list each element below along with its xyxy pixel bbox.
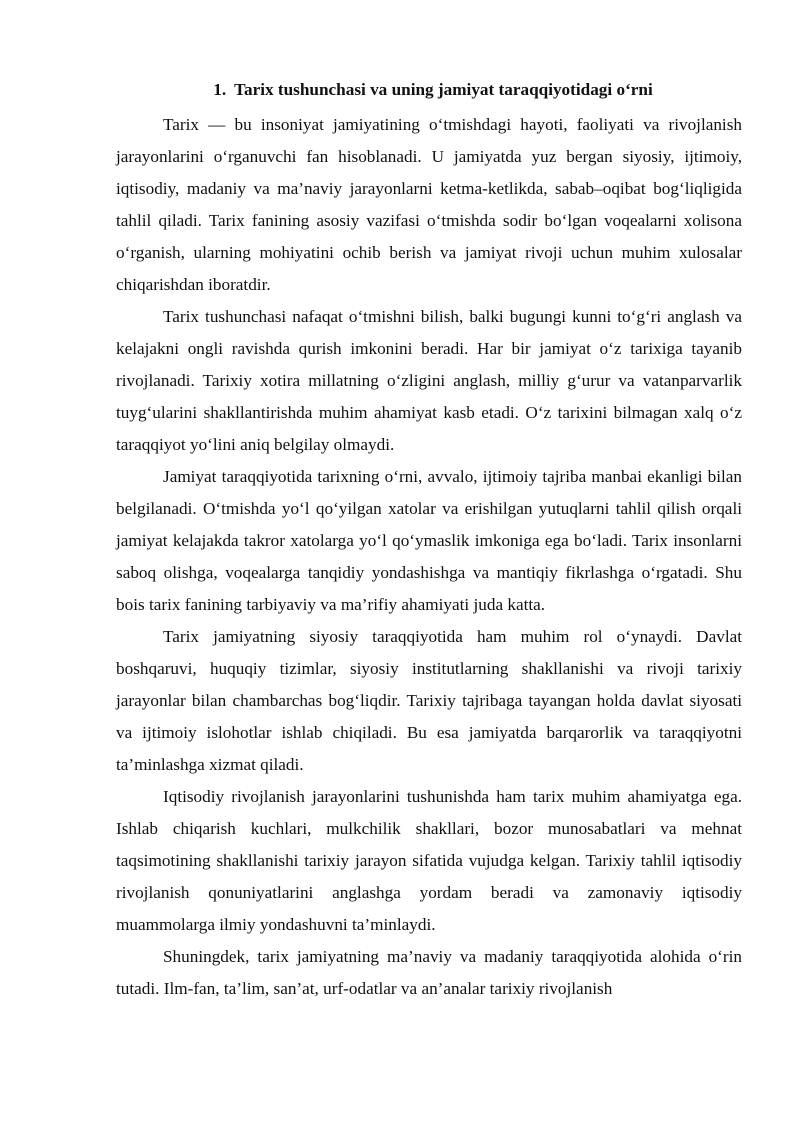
section-title: Tarix tushunchasi va uning jamiyat taraqqiyotidagi o‘rni	[234, 80, 653, 99]
paragraph: Tarix tushunchasi nafaqat o‘tmishni bilish, balki bugungi kunni to‘g‘ri anglash va kelajakni ongli ravishda qurish imkonini beradi. Har bir jamiyat o‘z tarixiga tayanib rivojlanadi. Tarixiy xotira millatning o‘zligini anglash, milliy g‘urur va vatanparvarlik tuyg‘ularini shakllantirishda muhim ahamiyat kasb etadi. O‘z tarixini bilmagan xalq o‘z taraqqiyot yo‘lini aniq belgilay olmaydi.	[116, 307, 742, 454]
section-number: 1.	[213, 80, 227, 99]
paragraph: Tarix jamiyatning siyosiy taraqqiyotida ham muhim rol o‘ynaydi. Davlat boshqaruvi, huquqiy tizimlar, siyosiy institutlarning shakllanishi va rivoji tarixiy jarayonlar bilan chambarchas bog‘liqdir. Tarixiy tajribaga tayangan holda davlat siyosati va ijtimoiy islohotlar ishlab chiqiladi. Bu esa jamiyatda barqarorlik va taraqqiyotni ta’minlashga xizmat qiladi.	[116, 627, 742, 774]
paragraph: Shuningdek, tarix jamiyatning ma’naviy va madaniy taraqqiyotida alohida o‘rin tutadi. Ilm-fan, ta’lim, san’at, urf-odatlar va an’analar tarixiy rivojlanish	[116, 947, 742, 998]
paragraph: Tarix — bu insoniyat jamiyatining o‘tmishdagi hayoti, faoliyati va rivojlanish jarayonlarini o‘rganuvchi fan hisoblanadi. U jamiyatda yuz bergan siyosiy, ijtimoiy, iqtisodiy, madaniy va ma’naviy jarayonlarni ketma-ketlikda, sabab–oqibat bog‘liqligida tahlil qiladi. Tarix fanining asosiy vazifasi o‘tmishda sodir bo‘lgan voqealarni xolisona o‘rganish, ularning mohiyatini ochib berish va jamiyat rivoji uchun muhim xulosalar chiqarishdan iboratdir.	[116, 115, 742, 294]
paragraph: Iqtisodiy rivojlanish jarayonlarini tushunishda ham tarix muhim ahamiyatga ega. Ishlab chiqarish kuchlari, mulkchilik shakllari, bozor munosabatlari va mehnat taqsimotining shakllanishi tarixiy jarayon sifatida vujudga kelgan. Tarixiy tahlil iqtisodiy rivojlanish qonuniyatlarini anglashga yordam beradi va zamonaviy iqtisodiy muammolarga ilmiy yondashuvni ta’minlaydi.	[116, 787, 742, 934]
document-page	[116, 74, 742, 1005]
section-heading	[116, 74, 742, 106]
paragraph: Jamiyat taraqqiyotida tarixning o‘rni, avvalo, ijtimoiy tajriba manbai ekanligi bilan belgilanadi. O‘tmishda yo‘l qo‘yilgan xatolar va erishilgan yutuqlarni tahlil qilish orqali jamiyat kelajakda takror xatolarga yo‘l qo‘ymaslik imkoniga ega bo‘ladi. Tarix insonlarni saboq olishga, voqealarga tanqidiy yondashishga va mantiqiy fikrlashga o‘rgatadi. Shu bois tarix fanining tarbiyaviy va ma’rifiy ahamiyati juda katta.	[116, 467, 742, 614]
